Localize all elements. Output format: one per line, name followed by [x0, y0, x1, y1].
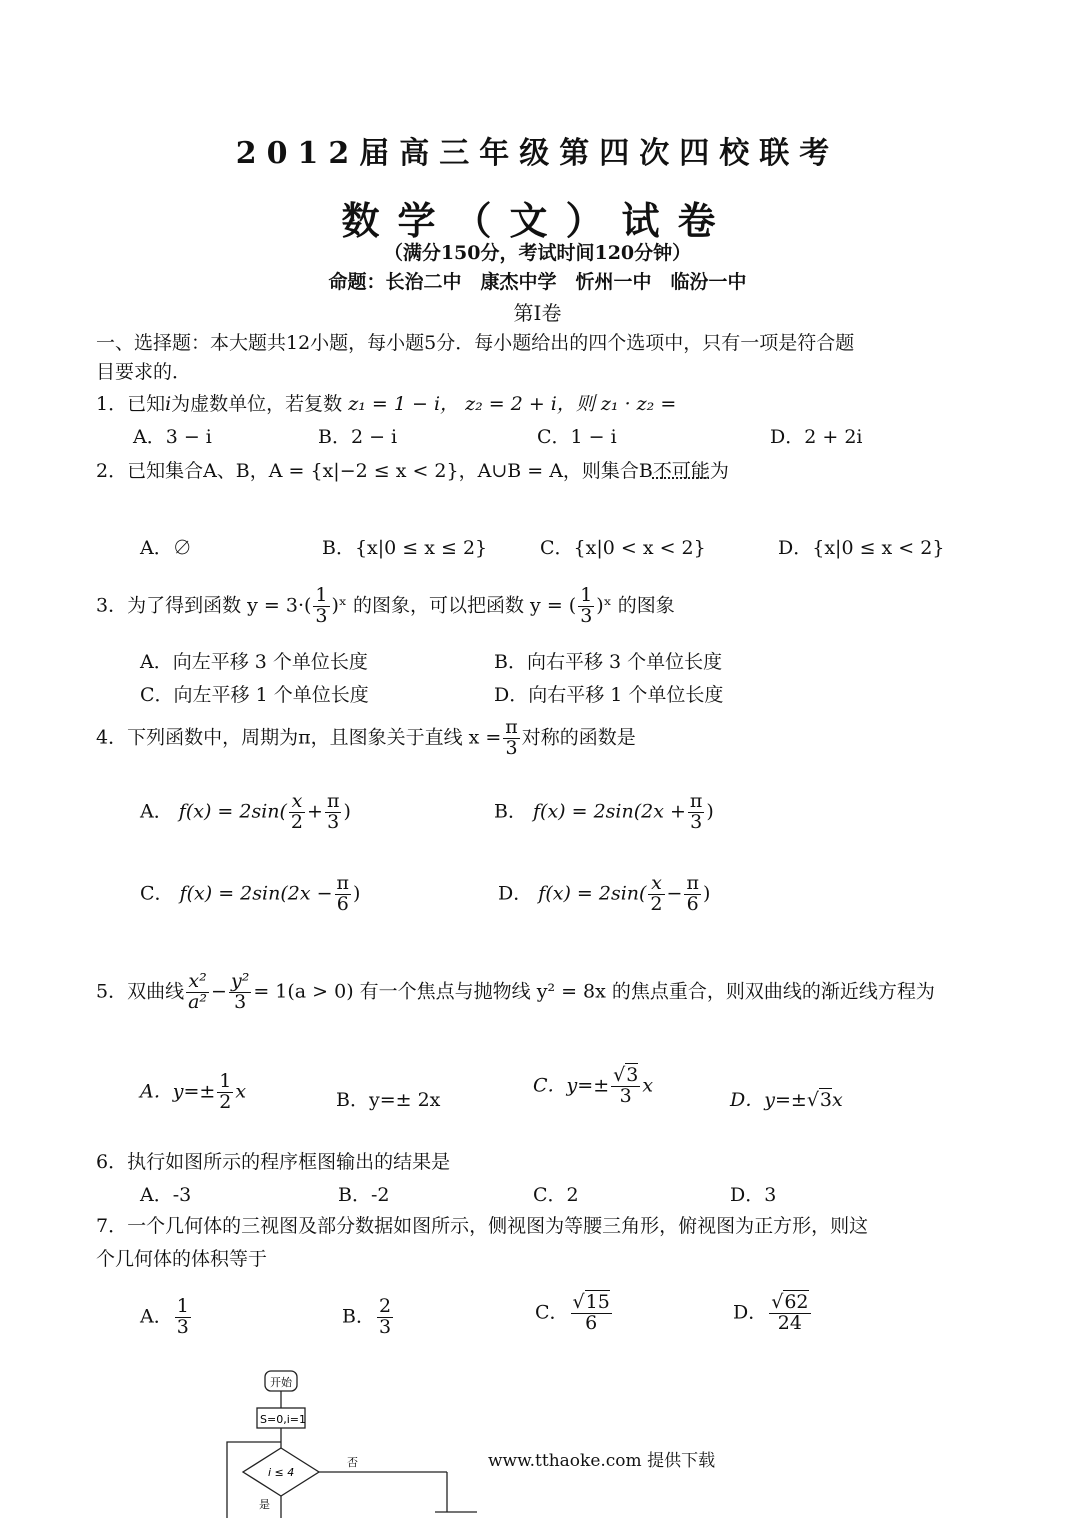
question-5-stem: 5．双曲线 $\frac{\text{x²}}{\text{a²}}$ − $\frac{\text{y²}}{3}$ = 1(a > 0) 有一个焦点与抛物线 y² = 8x 的焦点重合，则双曲线的渐近线方程为: [96, 970, 935, 1013]
fraction: $\frac{x}{2}$: [650, 872, 663, 915]
q1-option-b: B．2 − i: [318, 426, 398, 448]
fraction: $\frac{\pi}{3}$: [326, 790, 340, 833]
q4-option-a: A． f(x) = 2sin( $\frac{x}{2}$ + $\frac{\pi}{3}$ ): [140, 790, 351, 833]
flowchart-no-label: 否: [347, 1456, 358, 1469]
q2-option-c: C．{x|0 < x < 2}: [540, 537, 706, 559]
q3-option-c: C．向左平移 1 个单位长度: [140, 684, 369, 706]
q7-option-d: D． $\frac{√62}{24}$: [733, 1291, 809, 1334]
fraction: $\frac{2}{3}$: [378, 1295, 392, 1338]
q7-option-b: B． $\frac{2}{3}$: [342, 1295, 392, 1338]
fraction: $\frac{x}{2}$: [290, 790, 304, 833]
q2-option-d: D．{x|0 ≤ x < 2}: [778, 537, 945, 559]
question-6-stem: 6．执行如图所示的程序框图输出的结果是: [96, 1151, 451, 1173]
fraction: $\frac{\pi}{6}$: [686, 872, 699, 915]
question-2-stem: 2．已知集合A、B，A = {x|−2 ≤ x < 2}，A∪B = A，则集合B不可能为: [96, 460, 729, 482]
exam-title: 2012届高三年级第四次四校联考: [235, 136, 840, 171]
question-4-stem: 4．下列函数中，周期为π，且图象关于直线 x = $\frac{\pi}{3}$ 对称的函数是: [96, 716, 636, 759]
flowchart-yes-label: 是: [259, 1498, 270, 1511]
volume-label: 第Ⅰ卷: [513, 301, 562, 325]
q2-option-b: B．{x|0 ≤ x ≤ 2}: [322, 537, 488, 559]
flowchart-init-label: S=0,i=1: [260, 1413, 306, 1426]
q4-option-b: B． f(x) = 2sin(2x + $\frac{\pi}{3}$ ): [494, 790, 714, 833]
q3-option-a: A．向左平移 3 个单位长度: [140, 651, 368, 673]
question-7-line2: 个几何体的体积等于: [96, 1248, 268, 1270]
fraction: $\frac{\text{x²}}{\text{a²}}$: [188, 970, 208, 1013]
q7-option-a: A． $\frac{1}{3}$: [140, 1295, 189, 1338]
exam-info: （满分150分，考试时间120分钟）: [383, 242, 692, 264]
q5-option-c: C．y=± $\frac{√3}{3}$ x: [533, 1064, 654, 1107]
fraction: $\frac{1}{3}$: [580, 584, 593, 627]
q6-option-c: C．2: [533, 1184, 579, 1206]
fraction: $\frac{√62}{24}$: [771, 1291, 809, 1334]
q3-option-b: B．向右平移 3 个单位长度: [494, 651, 723, 673]
q1-option-d: D．2 + 2i: [770, 426, 863, 448]
flowchart: [215, 1362, 485, 1518]
q1-option-c: C．1 − i: [537, 426, 617, 448]
question-7-line1: 7．一个几何体的三视图及部分数据如图所示，侧视图为等腰三角形，俯视图为正方形，则这: [96, 1215, 869, 1237]
q5-option-d: D．y=±√3x: [730, 1089, 843, 1111]
q5-option-a: A．y=± $\frac{1}{2}$ x: [140, 1070, 247, 1113]
q6-option-b: B．-2: [338, 1184, 390, 1206]
fraction: $\frac{1}{2}$: [219, 1070, 232, 1113]
exam-authors: 命题：长治二中 康杰中学 忻州一中 临汾一中: [328, 271, 747, 293]
section-intro-line2: 目要求的．: [96, 361, 192, 383]
section-intro-line1: 一、选择题：本大题共12小题，每小题5分．每小题给出的四个选项中，只有一项是符合题: [96, 332, 855, 354]
q4-option-c: C． f(x) = 2sin(2x − $\frac{\pi}{6}$ ): [140, 872, 361, 915]
fraction: $\frac{√15}{6}$: [572, 1291, 610, 1334]
q5-option-b: B．y=± 2x: [336, 1089, 441, 1111]
footer-source: www.tthaoke.com 提供下载: [488, 1451, 716, 1471]
fraction: $\frac{1}{3}$: [176, 1295, 189, 1338]
fraction: $\frac{\pi}{3}$: [505, 716, 518, 759]
fraction: $\frac{\pi}{6}$: [336, 872, 349, 915]
q6-option-d: D．3: [730, 1184, 777, 1206]
q7-option-c: C． $\frac{√15}{6}$: [535, 1291, 610, 1334]
flowchart-start-label: 开始: [270, 1376, 292, 1389]
question-3-stem: 3．为了得到函数 y = 3·( $\frac{1}{3}$ )ˣ 的图象，可以把函数 y = ( $\frac{1}{3}$ )ˣ 的图象: [96, 584, 675, 627]
subject-title: 数学（文）试卷: [341, 198, 734, 243]
q6-option-a: A．-3: [140, 1184, 192, 1206]
q2-option-a: A．∅: [140, 537, 192, 559]
q3-option-d: D．向右平移 1 个单位长度: [494, 684, 724, 706]
fraction: $\frac{1}{3}$: [315, 584, 328, 627]
q4-option-d: D． f(x) = 2sin( $\frac{x}{2}$ − $\frac{\pi}{6}$ ): [498, 872, 711, 915]
fraction: $\frac{\pi}{3}$: [689, 790, 703, 833]
fraction: $\frac{√3}{3}$: [613, 1064, 639, 1107]
flowchart-cond-label: i ≤ 4: [268, 1466, 295, 1479]
q1-option-a: A．3 − i: [133, 426, 212, 448]
fraction: $\frac{\text{y²}}{3}$: [230, 970, 250, 1013]
question-1-stem: 1．已知i为虚数单位，若复数 z₁ = 1 − i， z₂ = 2 + i，则 z₁ · z₂ =: [96, 393, 677, 415]
